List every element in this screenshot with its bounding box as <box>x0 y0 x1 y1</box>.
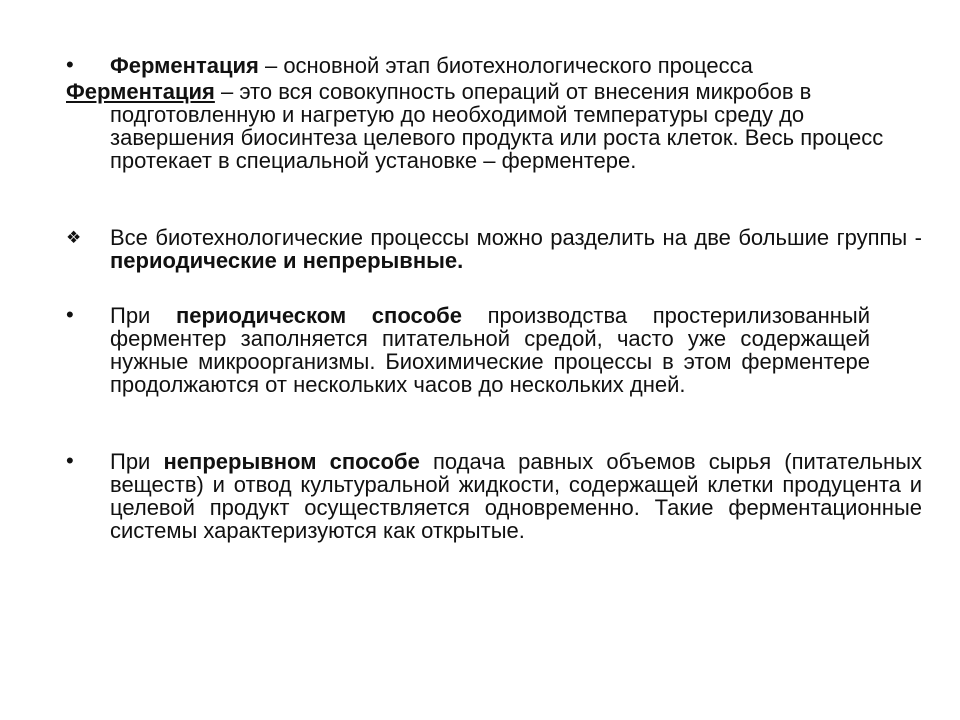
paragraph-2-text: – это вся совокупность операций от внесения микробов в подготовленную и нагретую до необходимой температуры среду до завершения биосинтеза целевого продукта или роста клеток. Весь процесс протекает в специальной установке – ферментере. <box>110 79 884 173</box>
bullet-dot-1: • <box>66 52 74 77</box>
term-fermentation-2: Ферментация <box>66 79 215 104</box>
paragraph-5-text: подача равных объемов сырья (питательных веществ) и отвод культуральной жидкости, содержащей клетки продуцента и целевой продукт осуществляется одновременно. Такие ферментационные системы характеризуются как открытые. <box>110 449 923 543</box>
paragraph-3-text: Все биотехнологические процессы можно разделить на две большие группы - <box>110 225 922 250</box>
paragraph-1 <box>110 54 922 77</box>
paragraph-4 <box>110 304 870 396</box>
periodic-method-term: периодическом способе <box>175 303 462 328</box>
paragraph-5 <box>110 450 922 542</box>
bullet-dot-3: • <box>66 448 74 473</box>
paragraph-4-lead: При <box>110 303 176 328</box>
paragraph-1-text: – основной этап биотехнологического процесса <box>258 53 753 78</box>
paragraph-3-bold: периодические и непрерывные. <box>110 248 464 273</box>
diamond-bullet-icon: ❖ <box>66 228 82 247</box>
continuous-method-term: непрерывном способе <box>163 449 420 474</box>
term-fermentation-1: Ферментация <box>110 53 259 78</box>
paragraph-4-text: производства простерилизованный ферментер заполняется питательной средой, часто уже содержащей нужные микроорганизмы. Биохимические процессы в этом ферментере продолжаются от нескольких часов до нескольких дней. <box>110 303 870 397</box>
paragraph-3 <box>110 226 922 272</box>
bullet-dot-2: • <box>66 302 74 327</box>
paragraph-2 <box>66 80 900 172</box>
paragraph-5-lead: При <box>110 449 164 474</box>
